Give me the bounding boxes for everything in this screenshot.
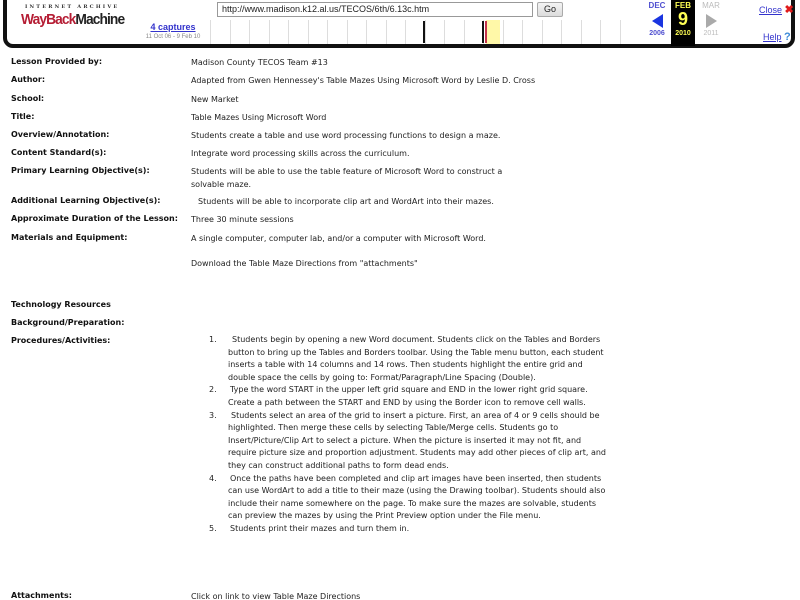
current-year: 2010 — [675, 30, 691, 37]
captures-link[interactable]: 4 captures — [150, 22, 196, 32]
captures-info — [137, 22, 209, 40]
procedure-item — [209, 384, 609, 409]
field-value: Integrate word processing skills across the curriculum. — [191, 149, 410, 158]
procedure-text: Once the paths have been completed and clip art images have been inserted, then students can use WordArt to add a title to their maze (using the Drawing toolbar). Students should also include their name somewhere on the page. To make sure the mazes are solvable, students can preview the mazes by using the Print Preview option under the File menu. — [228, 473, 606, 521]
field-value: Students will be able to use the table feature of Microsoft Word to construct a solvable maze. — [191, 167, 503, 189]
current-month: FEB — [675, 1, 691, 10]
procedure-number: 2. — [209, 385, 217, 395]
wordmark-way: WayBack — [21, 11, 76, 28]
procedure-number: 4. — [209, 473, 217, 483]
prev-month: DEC — [648, 1, 666, 10]
wayback-toolbar — [3, 0, 795, 48]
procedure-text: Students select an area of the grid to insert a picture. First, an area of 4 or 9 cells should be highlighted. Then merge these cells by selecting Table/Merge cells. Students go to Insert/Picture/Clip Art to select a picture. When the picture is inserted it may not fit, and require picture size and proportion adjustment. Students may add other pieces of clip art, and they can construct additional paths to form dead ends. — [228, 410, 606, 470]
field-value: Madison County TECOS Team #13 — [191, 58, 328, 67]
field-value: New Market — [191, 95, 239, 104]
procedure-text: Students begin by opening a new Word document. Students click on the Tables and Borders button to bring up the Tables and Borders toolbar. Using the Table menu button, each student inserts a table with 14 columns and 14 rows. Then students highlight the entire grid and double space the cells by going to: Format/Paragraph/Line Spacing (Double). — [228, 335, 604, 382]
capture-marker[interactable] — [423, 21, 425, 43]
procedure-number: 5. — [209, 523, 217, 533]
wayback-machine-wordmark — [21, 11, 125, 28]
close-icon[interactable]: ✖ — [784, 4, 794, 16]
attachments-link[interactable]: Click on link to view Table Maze Directions — [191, 592, 361, 600]
field-value: Download the Table Maze Directions from "attachments" — [191, 259, 418, 268]
procedure-item — [209, 334, 609, 384]
procedure-item — [209, 473, 609, 523]
current-capture-marker[interactable] — [485, 21, 487, 43]
prev-capture[interactable] — [645, 0, 669, 44]
next-month: MAR — [702, 1, 720, 10]
procedure-number: 1. — [209, 335, 217, 344]
help-link[interactable]: Help — [763, 32, 782, 42]
procedure-text: Type the word START in the upper left grid square and END in the lower right grid square. Create a path between the START and END by using the Border icon to remove cell walls. — [228, 385, 588, 407]
field-label: Attachments: — [11, 591, 72, 600]
field-label: Lesson Provided by: — [11, 57, 103, 66]
field-value: A single computer, computer lab, and/or a computer with Microsoft Word. — [191, 234, 486, 243]
close-link[interactable]: Close — [759, 5, 783, 15]
field-label: Content Standard(s): — [11, 148, 107, 157]
field-value: Adapted from Gwen Hennessey's Table Mazes Using Microsoft Word by Leslie D. Cross — [191, 76, 536, 85]
procedure-text: Students print their mazes and turn them in. — [230, 523, 410, 533]
capture-timeline[interactable] — [210, 20, 627, 44]
field-value: Table Mazes Using Microsoft Word — [191, 113, 327, 122]
wordmark-machine: Machine — [75, 11, 125, 28]
captures-range: 11 Oct 06 - 9 Feb 10 — [145, 34, 201, 40]
go-button[interactable]: Go — [537, 2, 563, 17]
prev-year: 2006 — [649, 30, 665, 37]
internet-archive-text: INTERNET ARCHIVE — [25, 4, 120, 10]
next-year: 2011 — [703, 30, 719, 37]
capture-navigator — [645, 0, 729, 44]
close-button[interactable] — [759, 3, 794, 16]
field-value: Students create a table and use word processing functions to design a maze. — [191, 131, 501, 140]
procedure-item — [209, 410, 609, 473]
current-year-highlight — [486, 20, 500, 44]
field-label: Materials and Equipment: — [11, 233, 128, 242]
next-capture — [699, 0, 723, 44]
field-label: School: — [11, 94, 45, 103]
procedures-list — [209, 334, 609, 536]
field-label: Background/Preparation: — [11, 318, 125, 327]
field-label: Approximate Duration of the Lesson: — [11, 214, 178, 223]
field-label: Author: — [11, 75, 46, 84]
help-icon[interactable]: ? — [784, 31, 791, 43]
field-label: Primary Learning Objective(s): — [11, 166, 150, 175]
next-arrow-icon — [706, 14, 717, 28]
capture-marker[interactable] — [482, 21, 484, 43]
prev-arrow-icon[interactable] — [652, 14, 663, 28]
field-label: Additional Learning Objective(s): — [11, 196, 161, 205]
help-button[interactable] — [763, 31, 791, 43]
field-label: Procedures/Activities: — [11, 336, 111, 345]
procedure-item — [209, 523, 609, 536]
current-capture — [671, 0, 695, 46]
field-value: Students will be able to incorporate clip art and WordArt into their mazes. — [198, 197, 494, 206]
current-day: 9 — [677, 9, 688, 29]
field-label: Overview/Annotation: — [11, 130, 110, 139]
procedure-number: 3. — [209, 410, 217, 420]
wayback-logo[interactable] — [21, 4, 125, 40]
field-value: Three 30 minute sessions — [191, 215, 294, 224]
field-label: Title: — [11, 112, 35, 121]
field-label: Technology Resources — [11, 300, 111, 309]
url-input[interactable]: http://www.madison.k12.al.us/TECOS/6th/6.13c.htm — [217, 2, 533, 17]
